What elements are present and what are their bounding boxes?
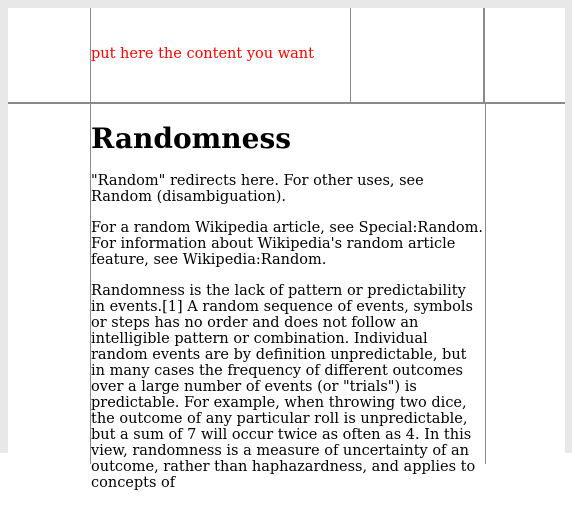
article-title: Randomness bbox=[91, 122, 291, 155]
article-hatnote-random: For a random Wikipedia article, see Special:Random. For information about Wikipedia's random article feature, see Wikipedia:Random. bbox=[91, 220, 483, 268]
main-content-cell bbox=[91, 104, 486, 491]
article-content bbox=[91, 122, 483, 506]
left-sidebar-cell bbox=[8, 104, 91, 464]
right-sidebar-cell bbox=[486, 104, 565, 464]
header-left-cell bbox=[8, 8, 91, 104]
header-center-cell bbox=[91, 8, 351, 104]
header-far-right-cell bbox=[485, 8, 565, 104]
article-hatnote-redirect: "Random" redirects here. For other uses, see Random (disambiguation). bbox=[91, 173, 424, 205]
header-right-cell bbox=[351, 8, 485, 104]
header-placeholder-text: put here the content you want bbox=[91, 46, 314, 62]
article-intro-paragraph: Randomness is the lack of pattern or predictability in events.[1] A random sequence of events, symbols or steps has no order and does not follow an intelligible pattern or combination. Individual random events are by definition unpredictable, but in many cases the frequency of different outcomes over a large number of events (or "trials") is predictable. For example, when throwing two dice, the outcome of any particular roll is unpredictable, but a sum of 7 will occur twice as often as 4. In this view, randomness is a measure of uncertainty of an outcome, rather than haphazardness, and applies to concepts of bbox=[91, 283, 476, 491]
